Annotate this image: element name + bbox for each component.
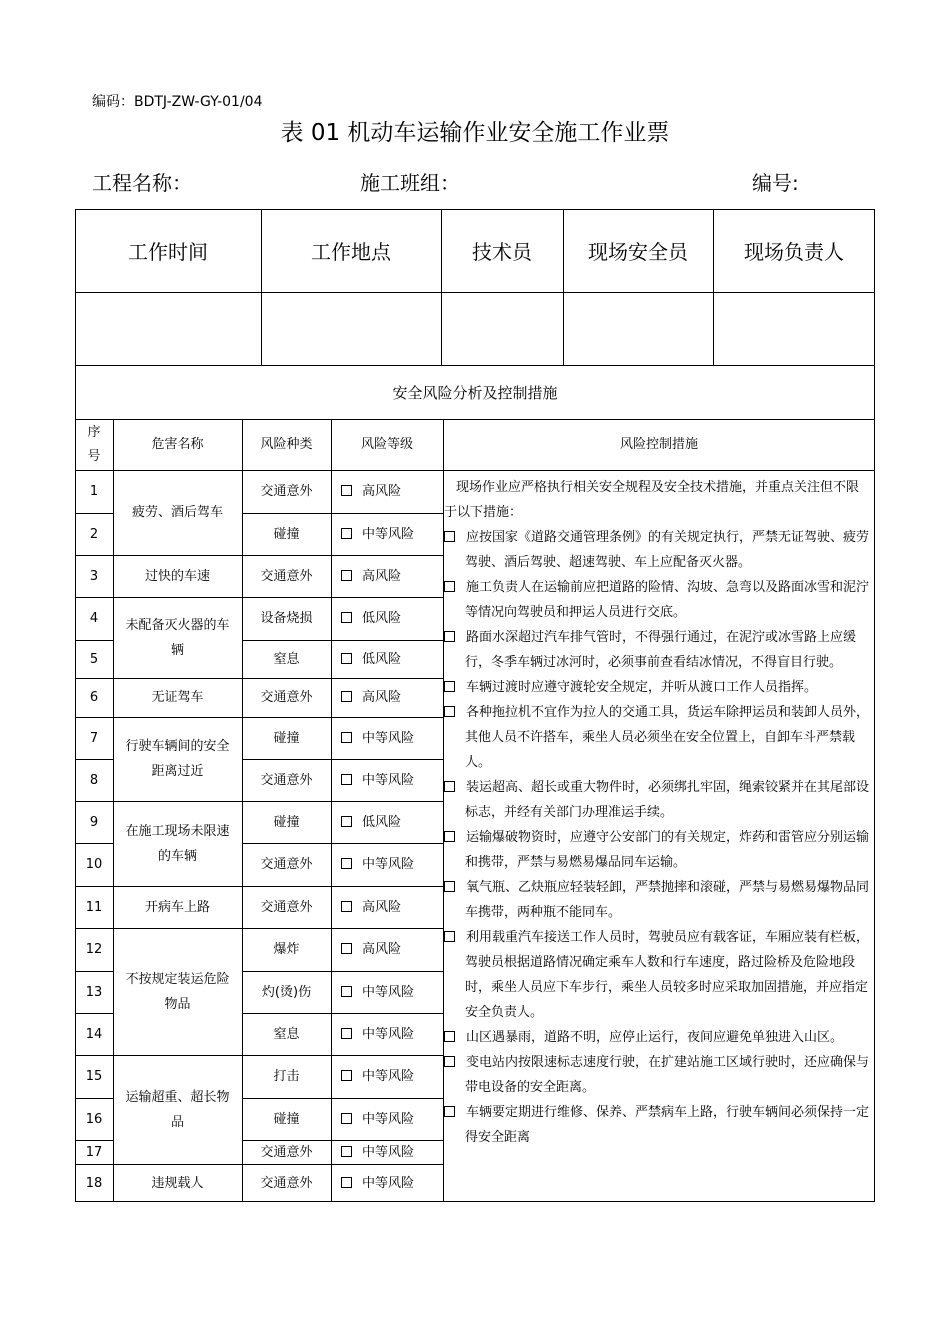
control-item-text: 运输爆破物资时，应遵守公安部门的有关规定，炸药和雷管应分别运输和携带，严禁与易燃易爆品同车运输。 [465,830,870,870]
risk-level [331,555,443,597]
risk-level-label: 高风险 [362,568,402,584]
risk-type: 爆炸 [273,942,300,957]
row-seq: 4 [89,611,99,626]
risk-type: 灼(烫)伤 [261,984,312,1000]
control-item-text: 施工负责人在运输前应把道路的险情、沟坡、急弯以及路面冰雪和泥泞等情况向驾驶员和押运人员进行交底。 [465,580,870,620]
risk-type: 交通意外 [260,484,313,499]
risk-type: 碰撞 [273,730,300,746]
row-seq: 2 [89,526,99,542]
risk-type: 碰撞 [273,526,300,542]
number-label: 编号: [752,171,799,195]
control-item-checkbox[interactable] [444,531,455,542]
risk-level-checkbox[interactable] [341,612,352,623]
work-location-header: 工作地点 [311,240,391,264]
safety-officer-field[interactable] [563,292,713,365]
row-seq: 7 [89,730,99,746]
control-intro: 现场作业应严格执行相关安全规程及安全技术措施，并重点关注但不限于以下措施： [444,480,860,520]
risk-level [331,513,443,555]
control-list [444,525,869,1150]
risk-level [331,717,443,759]
risk-level-checkbox[interactable] [341,653,352,664]
risk-level-label: 低风险 [362,814,402,830]
control-item [444,1100,869,1150]
section-title: 安全风险分析及控制措施 [392,383,558,402]
risk-type: 碰撞 [273,1111,300,1127]
risk-level-checkbox[interactable] [341,858,352,869]
control-item-text: 车辆过渡时应遵守渡轮安全规定，并听从渡口工作人员指挥。 [466,680,818,695]
hazard-name: 在施工现场未限速的车辆 [125,823,230,864]
row-seq: 16 [85,1111,103,1127]
control-item-text: 变电站内按限速标志速度行驶，在扩建站施工区域行驶时，还应确保与带电设备的安全距离。 [465,1055,870,1095]
risk-level-checkbox[interactable] [341,570,352,581]
hazard-name: 未配备灭火器的车辆 [125,617,230,658]
risk-level-label: 高风险 [362,690,402,705]
row-seq: 13 [85,984,103,1000]
row-seq: 14 [85,1026,103,1042]
hazard-name: 不按规定装运危险物品 [125,971,230,1012]
control-measures [444,475,869,1150]
control-item-checkbox[interactable] [444,881,455,892]
risk-level-label: 中等风险 [362,730,415,746]
row-seq: 1 [89,484,99,499]
control-item [444,1050,869,1100]
work-time-field[interactable] [75,292,261,365]
control-item-text: 车辆要定期进行维修、保养、严禁病车上路，行驶车辆间必须保持一定得安全距离 [465,1105,870,1145]
risk-level-label: 中等风险 [362,1069,415,1084]
row-seq: 10 [85,857,103,872]
risk-level-checkbox[interactable] [341,1070,352,1081]
project-name-label: 工程名称： [92,171,192,195]
risk-type: 打击 [273,1069,300,1084]
hazard-name: 行驶车辆间的安全距离过近 [125,739,230,779]
risk-level-label: 中等风险 [362,772,415,788]
control-item [444,625,869,675]
risk-level-label: 高风险 [362,484,402,499]
control-item [444,775,869,825]
hazard-name: 运输超重、超长物品 [125,1089,230,1130]
control-item-checkbox[interactable] [444,631,455,642]
control-item-checkbox[interactable] [444,1106,455,1117]
risk-level-checkbox[interactable] [341,485,352,496]
risk-level [331,1164,443,1202]
risk-level [331,678,443,717]
risk-level-checkbox[interactable] [341,901,352,912]
hazard-name: 疲劳、酒后驾车 [131,505,223,520]
risk-level [331,801,443,843]
control-item [444,825,869,875]
risk-level-label: 中等风险 [362,1144,415,1160]
technician-header: 技术员 [472,240,532,264]
work-location-field[interactable] [261,292,441,365]
risk-level [331,1013,443,1055]
risk-type: 交通意外 [260,857,313,872]
row-seq: 5 [89,651,99,667]
site-manager-header: 现场负责人 [744,240,844,264]
control-item [444,525,869,575]
risk-type: 窒息 [273,1026,300,1042]
risk-level-label: 高风险 [362,899,402,915]
control-item [444,925,869,1025]
risk-type: 交通意外 [260,568,313,584]
risk-level [331,1140,443,1164]
control-item-checkbox[interactable] [444,681,455,692]
risk-level-label: 中等风险 [362,1175,415,1191]
risk-level-checkbox[interactable] [341,774,352,785]
risk-level [331,886,443,928]
control-item-text: 利用载重汽车接送工作人员时，驾驶员应有载客证，车厢应装有栏板，驾驶员根据道路情况确定乘车人数和行车速度，路过险桥及危险地段时，乘坐人员应下车步行，乘坐人员较多时应采取加固措施，并应指定安全负责人。 [465,930,870,1020]
control-measures-header: 风险控制措施 [619,437,698,452]
risk-level-checkbox[interactable] [341,816,352,827]
row-seq: 15 [85,1069,103,1084]
hazard-name: 无证驾车 [151,690,204,705]
risk-type: 窒息 [273,651,300,667]
control-item-checkbox[interactable] [444,706,455,717]
risk-level-header: 风险等级 [360,437,413,452]
risk-level-checkbox[interactable] [341,986,352,997]
team-label: 施工班组： [360,171,460,195]
control-item-text: 装运超高、超长或重大物件时，必须绑扎牢固，绳索铰紧并在其尾部设标志，并经有关部门办理准运手续。 [465,780,870,820]
control-item [444,1025,869,1050]
control-item-checkbox[interactable] [444,931,455,942]
control-item [444,675,869,700]
risk-type: 交通意外 [260,772,313,788]
row-seq: 11 [85,899,103,915]
control-item-text: 氧气瓶、乙炔瓶应轻装轻卸，严禁抛摔和滚碰，严禁与易燃易爆物品同车携带，两种瓶不能同车。 [465,880,870,920]
row-seq: 18 [85,1175,103,1191]
seq-header: 序号 [87,424,101,464]
risk-type-header: 风险种类 [260,437,313,452]
hazard-header: 危害名称 [151,437,204,452]
risk-type: 交通意外 [260,1175,313,1191]
control-item [444,875,869,925]
control-item-text: 应按国家《道路交通管理条例》的有关规定执行，严禁无证驾驶、疲劳驾驶、酒后驾驶、超速驾驶、车上应配备灭火器。 [465,530,870,570]
row-seq: 8 [89,772,99,788]
risk-level-label: 中等风险 [362,1026,415,1042]
technician-field[interactable] [441,292,563,365]
row-seq: 12 [85,942,103,957]
control-item [444,700,869,775]
risk-type: 碰撞 [273,814,300,830]
risk-level-label: 中等风险 [362,857,415,872]
control-item-checkbox[interactable] [444,781,455,792]
risk-level-checkbox[interactable] [341,691,352,702]
row-seq: 6 [89,690,99,705]
risk-level [331,1055,443,1098]
site-manager-field[interactable] [713,292,875,365]
control-item [444,575,869,625]
risk-level-checkbox[interactable] [341,1028,352,1039]
control-item-checkbox[interactable] [444,831,455,842]
risk-level-checkbox[interactable] [341,1146,352,1157]
risk-level [331,597,443,640]
risk-level [331,470,443,513]
control-item-checkbox[interactable] [444,1031,455,1042]
risk-level [331,640,443,678]
risk-level-label: 高风险 [362,942,402,957]
risk-level-checkbox[interactable] [341,943,352,954]
risk-level [331,759,443,801]
risk-level-checkbox[interactable] [341,1177,352,1188]
hazard-name: 开病车上路 [144,899,210,915]
risk-type: 交通意外 [260,1144,313,1160]
row-seq: 9 [89,814,99,830]
risk-type: 交通意外 [260,899,313,915]
hazard-name: 过快的车速 [144,568,210,584]
risk-level-checkbox[interactable] [341,528,352,539]
control-item-text: 各种拖拉机不宜作为拉人的交通工具，货运车除押运员和装卸人员外，其他人员不许搭车，乘坐人员必须坐在安全位置上，自卸车斗严禁载人。 [465,705,870,770]
risk-level-label: 低风险 [362,611,402,626]
row-seq: 17 [85,1144,103,1160]
risk-level [331,971,443,1013]
page-title: 表 01 机动车运输作业安全施工作业票 [280,120,670,146]
risk-type: 交通意外 [260,690,313,705]
row-seq: 3 [89,568,99,584]
control-item-text: 山区遇暴雨，道路不明，应停止运行，夜间应避免单独进入山区。 [466,1030,844,1045]
risk-level-label: 低风险 [362,651,402,667]
safety-officer-header: 现场安全员 [588,240,688,264]
risk-level-checkbox[interactable] [341,1113,352,1124]
control-item-checkbox[interactable] [444,1056,455,1067]
control-item-checkbox[interactable] [444,581,455,592]
document-code: 编码：BDTJ-ZW-GY-01/04 [92,94,263,110]
risk-level [331,843,443,886]
risk-level-checkbox[interactable] [341,732,352,743]
risk-level-label: 中等风险 [362,526,415,542]
control-item-text: 路面水深超过汽车排气管时，不得强行通过，在泥泞或冰雪路上应缓行，冬季车辆过冰河时，必须事前查看结冰情况，不得盲目行驶。 [465,630,857,670]
hazard-name: 违规载人 [151,1175,204,1191]
work-time-header: 工作时间 [128,240,208,264]
risk-level-label: 中等风险 [362,984,415,1000]
risk-type: 设备烧损 [260,611,313,626]
risk-level [331,928,443,971]
risk-level [331,1098,443,1140]
risk-level-label: 中等风险 [362,1111,415,1127]
